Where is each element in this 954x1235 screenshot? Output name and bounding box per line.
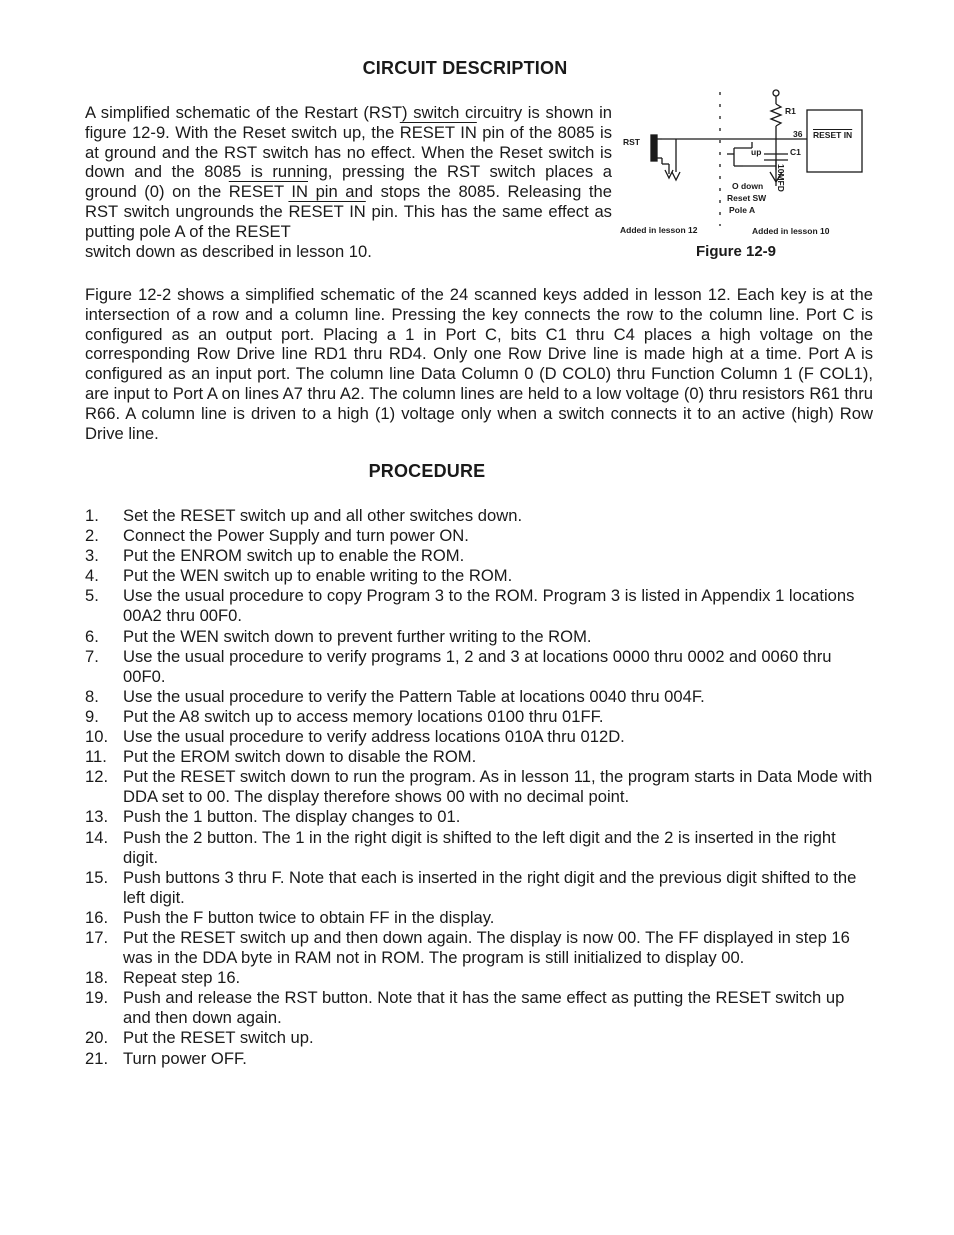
procedure-step [85, 727, 875, 747]
step-number: 18. [85, 968, 109, 988]
procedure-step [85, 526, 875, 546]
step-number: 10. [85, 727, 109, 747]
step-number: 6. [85, 626, 99, 646]
step-number: 1. [85, 506, 99, 525]
step-text: Put the A8 switch up to access memory locations 0100 thru 01FF. [123, 706, 604, 726]
intro-text-5: switch down as described in lesson 10. [85, 241, 372, 261]
reset-in-signal-1: RESET IN [399, 122, 477, 142]
step-text: Put the ENROM switch up to enable the ROM. [123, 546, 465, 566]
step-number: 3. [85, 546, 99, 566]
step-number: 8. [85, 686, 99, 706]
keys-description-paragraph: Figure 12-2 shows a simplified schematic of the 24 scanned keys added in lesson 12. Each key is at the intersection of a row and a column line. Pressing the key connects the row to the column line. Port C is configured as an output port. Placing a 1 in Port C, bits C1 thru C4 places a high voltage on the corresponding Row Drive line RD1 thru RD4. Only one Row Drive line is made high at a time. Port A is configured as an input port. The column line Data Column 0 (D COL0) thru Function Column 1 (F COL1), are input to Port A on lines A7 thru A2. The column lines are held to a low voltage (0) thru resistors R61 thru R66. A column line is driven to a high (1) voltage only when a switch connects it to an active (high) Row Drive line. [85, 285, 873, 443]
step-text: Turn power OFF. [123, 1048, 247, 1068]
step-number: 11. [85, 747, 107, 767]
step-text: Put the WEN switch down to prevent further writing to the ROM. [123, 626, 592, 646]
step-text: Put the RESET switch up and then down again. The display is now 00. The FF displayed in step 16 was in the DDA byte in RAM not in ROM. The program is still initialized to display 00. [123, 927, 850, 968]
label-down: O down [732, 181, 764, 191]
label-up: up [751, 147, 762, 157]
procedure-step [85, 627, 875, 647]
intro-text-3: pin and stops the 8085. Releasing the RST switch ungrounds the [85, 182, 612, 221]
step-text: Put the RESET switch up. [123, 1028, 314, 1048]
step-text: Push the 2 button. The 1 in the right digit is shifted to the left digit and the 2 is inserted in the right digit. [123, 827, 836, 867]
step-number: 15. [85, 867, 109, 887]
label-added-lesson-12: Added in lesson 12 [620, 225, 698, 235]
procedure-step [85, 566, 875, 586]
step-number: 17. [85, 927, 109, 947]
procedure-step [85, 747, 875, 767]
procedure-step [85, 1049, 875, 1069]
intro-text-2: pin of the 8085 is at ground and the RST switch has no effect. When the Reset switch is down and the 8085 is running, pressing the RST switch places a ground (0) on the [85, 122, 613, 202]
procedure-step [85, 988, 875, 1028]
step-text: Repeat step 16. [123, 968, 241, 988]
procedure-step [85, 968, 875, 988]
procedure-step [85, 546, 875, 566]
reset-in-signal-2: RESET IN [228, 182, 308, 202]
procedure-step [85, 868, 875, 908]
procedure-step [85, 707, 875, 727]
reset-in-signal-3: RESET IN [288, 201, 366, 221]
step-number: 19. [85, 988, 109, 1008]
label-10mfd: 10MFD [776, 164, 786, 192]
intro-paragraph [85, 103, 612, 261]
step-number: 2. [85, 526, 99, 546]
figure-caption: Figure 12-9 [696, 243, 777, 260]
step-number: 7. [85, 646, 99, 666]
intro-text-1: A simplified schematic of the Restart (RST) switch circuitry is shown in figure 12-9. With the Reset switch up, the [85, 103, 612, 142]
procedure-step [85, 807, 875, 827]
step-number: 20. [85, 1028, 109, 1048]
step-text: Push the 1 button. The display changes to 01. [123, 807, 461, 827]
step-number: 16. [85, 907, 109, 927]
procedure-step [85, 1028, 875, 1048]
label-added-lesson-10: Added in lesson 10 [752, 226, 830, 236]
procedure-step [85, 767, 875, 807]
step-text: Push and release the RST button. Note that it has the same effect as putting the RESET switch up and then down again. [123, 988, 845, 1028]
step-number: 5. [85, 586, 99, 606]
label-r1: R1 [785, 106, 796, 116]
procedure-step [85, 928, 875, 968]
figure-12-9-schematic [616, 86, 876, 266]
step-number: 21. [85, 1048, 109, 1068]
label-reset-in: RESET IN [813, 130, 853, 140]
step-text: Use the usual procedure to copy Program 3 to the ROM. Program 3 is listed in Appendix 1 locations 00A2 thru 00F0. [123, 586, 855, 626]
label-c1: C1 [790, 147, 801, 157]
label-pin-36: 36 [793, 129, 803, 139]
intro-text-4: pin. This has the same effect as putting pole A of the RESET [85, 201, 612, 241]
label-reset-sw: Reset SW [727, 193, 767, 203]
step-text: Connect the Power Supply and turn power ON. [123, 526, 469, 546]
step-text: Put the WEN switch up to enable writing to the ROM. [123, 566, 513, 586]
procedure-step [85, 908, 875, 928]
step-text: Push buttons 3 thru F. Note that each is inserted in the right digit and the previous digit shifted to the left digit. [123, 867, 857, 907]
step-number: 4. [85, 566, 99, 586]
procedure-step [85, 506, 875, 526]
step-text: Put the EROM switch down to disable the ROM. [123, 747, 477, 767]
step-text: Push the F button twice to obtain FF in the display. [123, 907, 495, 927]
label-pole-a: Pole A [729, 205, 756, 215]
step-number: 13. [85, 807, 109, 827]
procedure-steps-list [85, 506, 875, 1069]
step-text: Put the RESET switch down to run the program. As in lesson 11, the program starts in Data Mode with DDA set to 00. The display therefore shows 00 with no decimal point. [123, 767, 873, 807]
section-title-procedure: PROCEDURE [368, 461, 486, 481]
step-text: Use the usual procedure to verify address locations 010A thru 012D. [123, 727, 625, 747]
procedure-step [85, 828, 875, 868]
step-number: 9. [85, 706, 99, 726]
step-number: 14. [85, 827, 109, 847]
label-rst: RST [623, 137, 640, 147]
procedure-step [85, 687, 875, 707]
step-number: 12. [85, 767, 109, 787]
section-title-circuit-description: CIRCUIT DESCRIPTION [362, 58, 568, 78]
schematic-drawing [616, 86, 876, 266]
step-text: Use the usual procedure to verify the Pattern Table at locations 0040 thru 004F. [123, 686, 705, 706]
procedure-step [85, 647, 875, 687]
step-text: Set the RESET switch up and all other switches down. [123, 506, 523, 525]
procedure-step [85, 586, 875, 626]
step-text: Use the usual procedure to verify programs 1, 2 and 3 at locations 0000 thru 0002 and 0060 thru 00F0. [123, 646, 832, 686]
